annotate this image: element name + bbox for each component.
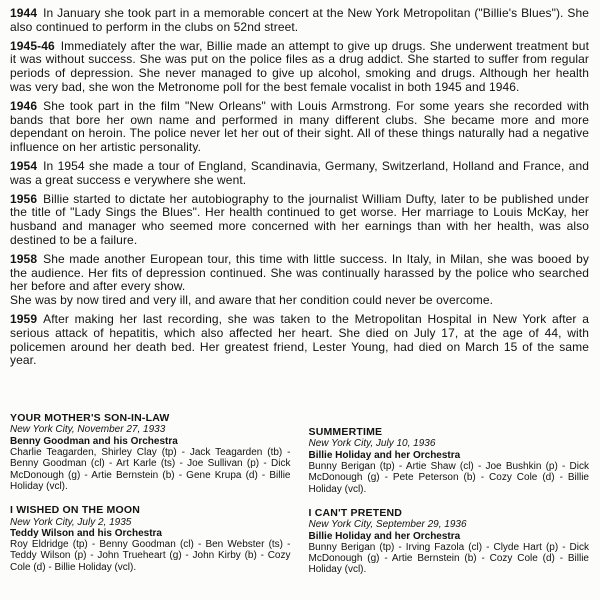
- bio-paragraph: [10, 160, 589, 188]
- paragraph-text: In 1954 she made a tour of England, Scandinavia, Germany, Switzerland, Holland and France, and was a great success e verywhere she went.: [10, 158, 589, 187]
- personnel-list: Bunny Berigan (tp) - Artie Shaw (cl) - Joe Bushkin (p) - Dick McDonough (g) - Pete Peterson (b) - Cozy Cole (d) - Billie Holiday (vcl).: [308, 461, 589, 495]
- discography-section: [10, 413, 589, 589]
- song-title: I WISHED ON THE MOON: [10, 504, 140, 517]
- paragraph-text-continuation: She was by now tired and very ill, and aware that her condition could never be overcome.: [10, 293, 494, 308]
- bio-paragraph: [10, 313, 589, 368]
- bio-paragraph: [10, 100, 589, 155]
- paragraph-text: Billie started to dictate her autobiography to the journalist William Dufty, later to be published under the title of "Lady Sings the Blues". Her health continued to get worse. Her marriage to Louis McKay, her husband and manager who seemed more concerned with her earnings than with her health, was also destined to be a failure.: [10, 191, 589, 247]
- bio-paragraph: [10, 40, 589, 95]
- band-name: Billie Holiday and her Orchestra: [308, 530, 461, 542]
- discography-entry: [10, 413, 291, 492]
- discography-entry: [309, 508, 590, 576]
- paragraph-text: Immediately after the war, Billie made an attempt to give up drugs. She underwent treatment but it was without success. She was put on the police files as a drug addict. She started to suffer from regular periods of depression. She never managed to give up alcohol, smoking and drugs. Although her health was very bad, she won the Metronome poll for the best female vocalist in both 1945 and 1946.: [10, 38, 589, 94]
- paragraph-text: After making her last recording, she was taken to the Metropolitan Hospital in New York after a serious attack of hepatitis, which also affected her heart. She died on July 17, at the age of 44, with policemen around her death bed. Her greatest friend, Lester Young, had died on March 15 of the same year.: [10, 311, 589, 368]
- song-title: YOUR MOTHER'S SON-IN-LAW: [10, 412, 170, 425]
- recording-date: New York City, November 27, 1933: [10, 424, 166, 436]
- biography-section: [10, 7, 589, 368]
- song-title: SUMMERTIME: [308, 426, 383, 439]
- song-title: I CAN'T PRETEND: [308, 506, 403, 519]
- paragraph-text: She took part in the film "New Orleans" with Louis Armstrong. For some years she recorded with bands that bore her own name and performed in many different clubs. She became more and more dependant on heroin. The police never let her out of their sight. All of these things naturally had a negative influence on her artistic personality.: [10, 98, 589, 155]
- band-name: Teddy Wilson and his Orchestra: [10, 527, 162, 539]
- year-label: 1956: [10, 191, 38, 206]
- personnel-list: Roy Eldridge (tp) - Benny Goodman (cl) - Ben Webster (ts) - Teddy Wilson (p) - John Trueheart (g) - John Kirby (b) - Cozy Cole (d) - Billie Holiday (vcl).: [10, 539, 291, 573]
- year-label: 1959: [10, 311, 38, 326]
- band-name: Billie Holiday and her Orchestra: [308, 449, 461, 461]
- year-label: 1958: [10, 251, 38, 266]
- bio-paragraph: [10, 253, 589, 308]
- year-label: 1946: [10, 98, 38, 113]
- personnel-list: Charlie Teagarden, Shirley Clay (tp) - Jack Teagarden (tb) - Benny Goodman (cl) - Art Karle (ts) - Joe Sullivan (p) - Dick McDonough (g) - Artie Bernstein (b) - Gene Krupa (d) - Billie Holiday (vcl).: [10, 447, 291, 492]
- year-label: 1945-46: [10, 38, 55, 53]
- discography-entry: [309, 427, 590, 495]
- discography-entry: [10, 505, 291, 573]
- year-label: 1954: [10, 158, 38, 173]
- year-label: 1944: [10, 6, 38, 20]
- discography-column-left: [10, 413, 291, 589]
- recording-date: New York City, July 10, 1936: [308, 438, 436, 450]
- recording-date: New York City, July 2, 1935: [10, 516, 132, 528]
- bio-paragraph: [10, 7, 589, 35]
- band-name: Benny Goodman and his Orchestra: [10, 435, 178, 447]
- paragraph-text: In January she took part in a memorable concert at the New York Metropolitan ("Billie's Blues"). She also continued to perform in the clubs on 52nd street.: [10, 6, 589, 34]
- paragraph-text: She made another European tour, this time with little success. In Italy, in Milan, she was booed by the audience. Her fits of depression continued. She was continually harassed by the police who searched her before and after every show.: [10, 251, 589, 294]
- recording-date: New York City, September 29, 1936: [308, 519, 467, 531]
- discography-column-right: [309, 413, 590, 589]
- personnel-list: Bunny Berigan (tp) - Irving Fazola (cl) - Clyde Hart (p) - Dick McDonough (g) - Artie Bernstein (b) - Cozy Cole (d) - Billie Holiday (vcl).: [308, 541, 589, 576]
- bio-paragraph: [10, 193, 589, 248]
